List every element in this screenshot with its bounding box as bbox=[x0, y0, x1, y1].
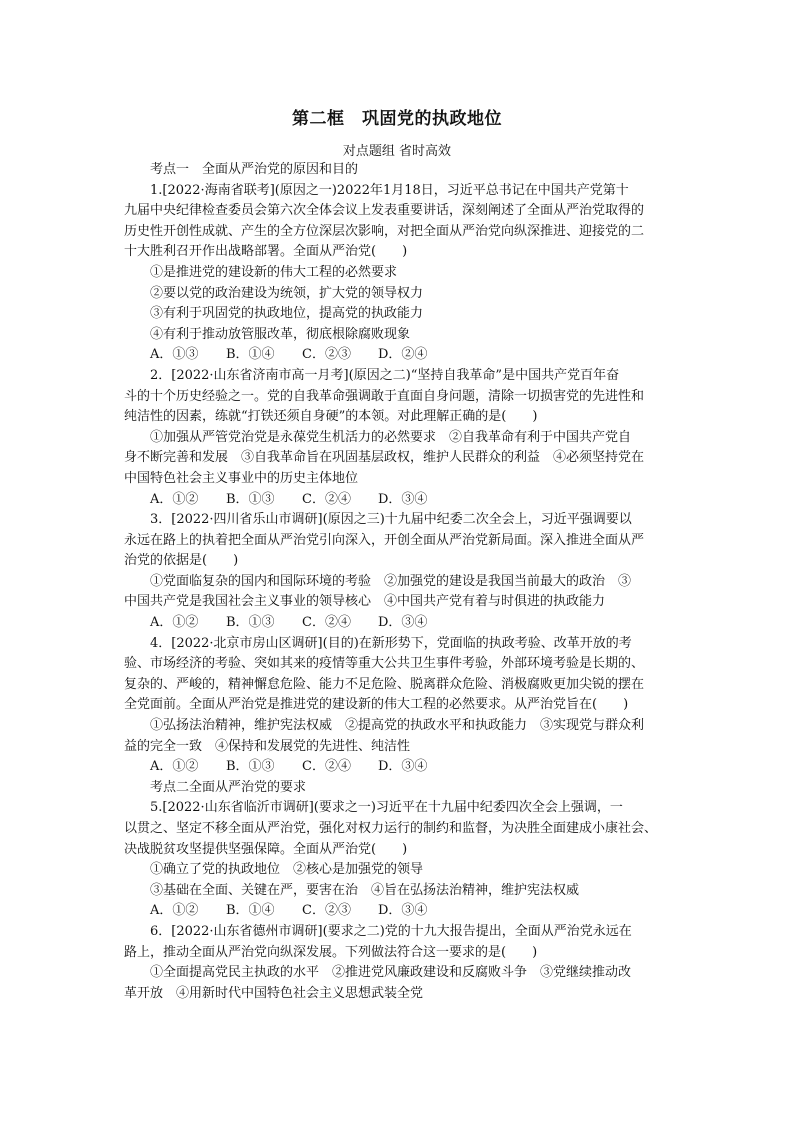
choice-b[interactable]: B．①③ bbox=[226, 615, 275, 631]
choice-a[interactable]: A．①② bbox=[150, 615, 199, 631]
choice-c[interactable]: C．②④ bbox=[302, 615, 351, 631]
question-stem-line: 斗的十个历史经验之一。党的自我革命强调敢于直面自身问题，清除一切损害党的先进性和 bbox=[124, 388, 645, 404]
section-heading-1: 考点一 全面从严治党的原因和目的 bbox=[150, 162, 359, 177]
section-heading-2: 考点二全面从严治党的要求 bbox=[150, 779, 307, 795]
question-stem-line: 九届中央纪律检查委员会第六次全体会议上发表重要讲话，深刻阐述了全面从严治党取得的 bbox=[124, 203, 645, 219]
statement-option: ①是推进党的建设新的伟大工程的必然要求 bbox=[150, 264, 398, 280]
choice-b[interactable]: B．①④ bbox=[226, 347, 275, 363]
question-stem-line: 6．[2022·山东省德州市调研](要求之二)党的十九大报告提出，全面从严治党永远在 bbox=[150, 923, 632, 939]
question-stem-line: 纯洁性的因素，练就“打铁还须自身硬”的本领。对此理解正确的是( ) bbox=[124, 409, 538, 425]
answer-choices bbox=[124, 757, 684, 778]
choice-d[interactable]: D．③④ bbox=[378, 491, 428, 507]
question-3 bbox=[124, 510, 684, 634]
choice-a[interactable]: A．①② bbox=[150, 903, 199, 919]
question-stem-line: 治党的依据是( ) bbox=[124, 553, 239, 569]
statement-option: ①全面提高党民主执政的水平 ②推进党风廉政建设和反腐败斗争 ③党继续推动改 bbox=[150, 965, 632, 981]
page-title: 第二框 巩固党的执政地位 bbox=[292, 109, 502, 129]
statement-option: 中国特色社会主义事业中的历史主体地位 bbox=[124, 470, 359, 486]
question-stem-line: 验、市场经济的考验、突如其来的疫情等重大公共卫生事件考验，外部环境考验是长期的、 bbox=[124, 656, 645, 672]
choice-a[interactable]: A．①③ bbox=[150, 347, 199, 363]
statement-option: ③基础在全面、关键在严，要害在治 ④旨在弘扬法治精神，维护宪法权威 bbox=[150, 882, 580, 898]
question-stem-line: 十大胜利召开作出战略部署。全面从严治党( ) bbox=[124, 244, 408, 260]
choice-d[interactable]: D．③④ bbox=[378, 759, 428, 775]
question-stem-line: 4．[2022·北京市房山区调研](目的)在新形势下，党面临的执政考验、改革开放的考 bbox=[150, 635, 632, 651]
choice-b[interactable]: B．①④ bbox=[226, 903, 275, 919]
answer-choices bbox=[124, 345, 684, 366]
question-stem-line: 3．[2022·四川省乐山市调研](原因之三)十九届中纪委二次全会上，习近平强调要以 bbox=[150, 512, 632, 528]
question-1 bbox=[124, 181, 684, 366]
question-6 bbox=[124, 922, 684, 1004]
choice-d[interactable]: D．②④ bbox=[378, 347, 428, 363]
statement-option: ①弘扬法治精神，维护宪法权威 ②提高党的执政水平和执政能力 ③实现党与群众利 bbox=[150, 718, 645, 734]
question-5 bbox=[124, 798, 684, 922]
question-stem-line: 路上，推动全面从严治党向纵深发展。下列做法符合这一要求的是( ) bbox=[124, 944, 538, 960]
answer-choices bbox=[124, 613, 684, 634]
page-subtitle: 对点题组 省时高效 bbox=[342, 144, 452, 159]
choice-a[interactable]: A．①② bbox=[150, 491, 199, 507]
question-stem-line: 复杂的、严峻的，精神懈怠危险、能力不足危险、脱离群众危险、消极腐败更加尖锐的摆在 bbox=[124, 676, 645, 692]
question-stem-line: 全党面前。全面从严治党是推进党的建设新的伟大工程的必然要求。从严治党旨在( ) bbox=[124, 697, 629, 713]
statement-option: ①确立了党的执政地位 ②核心是加强党的领导 bbox=[150, 862, 424, 878]
question-stem-line: 5.[2022·山东省临沂市调研](要求之一)习近平在十九届中纪委四次全会上强调，一 bbox=[150, 800, 623, 816]
question-stem-line: 2．[2022·山东省济南市高一月考](原因之二)“坚持自我革命”是中国共产党百年奋 bbox=[150, 367, 620, 383]
statement-option: 中国共产党是我国社会主义事业的领导核心 ④中国共产党有着与时俱进的执政能力 bbox=[124, 594, 606, 610]
statement-option: ①加强从严管党治党是永葆党生机活力的必然要求 ②自我革命有利于中国共产党自 bbox=[150, 429, 632, 445]
choice-a[interactable]: A．①② bbox=[150, 759, 199, 775]
question-stem-line: 历史性开创性成就、产生的全方位深层次影响，对把全面从严治党向纵深推进、迎接党的二 bbox=[124, 223, 645, 239]
question-stem-line: 永远在路上的执着把全面从严治党引向深入，开创全面从严治党新局面。深入推进全面从严 bbox=[124, 532, 645, 548]
question-4 bbox=[124, 634, 684, 778]
question-stem-line: 决战脱贫攻坚提供坚强保障。全面从严治党( ) bbox=[124, 841, 408, 857]
statement-option: ②要以党的政治建设为统领，扩大党的领导权力 bbox=[150, 285, 424, 301]
choice-d[interactable]: D．③④ bbox=[378, 615, 428, 631]
choice-c[interactable]: C．②③ bbox=[302, 347, 351, 363]
choice-c[interactable]: C．②④ bbox=[302, 491, 351, 507]
question-body bbox=[124, 160, 684, 1004]
answer-choices bbox=[124, 490, 684, 511]
statement-option: 益的完全一致 ④保持和发展党的先进性、纯洁性 bbox=[124, 738, 411, 754]
statement-option: ①党面临复杂的国内和国际环境的考验 ②加强党的建设是我国当前最大的政治 ③ bbox=[150, 573, 632, 589]
statement-option: 身不断完善和发展 ③自我革命旨在巩固基层政权，维护人民群众的利益 ④必须坚持党在 bbox=[124, 450, 645, 466]
question-2 bbox=[124, 366, 684, 510]
question-stem-line: 1.[2022·海南省联考](原因之一)2022年1月18日，习近平总书记在中国共产党第十 bbox=[150, 182, 629, 198]
answer-choices bbox=[124, 901, 684, 922]
statement-option: ③有利于巩固党的执政地位，提高党的执政能力 bbox=[150, 306, 424, 322]
choice-b[interactable]: B．①③ bbox=[226, 491, 275, 507]
question-stem-line: 以贯之、坚定不移全面从严治党，强化对权力运行的制约和监督，为决胜全面建成小康社会、 bbox=[124, 821, 658, 836]
statement-option: ④有利于推动放管服改革，彻底根除腐败现象 bbox=[150, 326, 411, 342]
choice-d[interactable]: D．③④ bbox=[378, 903, 428, 919]
statement-option: 革开放 ④用新时代中国特色社会主义思想武装全党 bbox=[124, 985, 424, 1001]
choice-c[interactable]: C．②③ bbox=[302, 903, 351, 919]
choice-b[interactable]: B．①③ bbox=[226, 759, 275, 775]
choice-c[interactable]: C．②④ bbox=[302, 759, 351, 775]
